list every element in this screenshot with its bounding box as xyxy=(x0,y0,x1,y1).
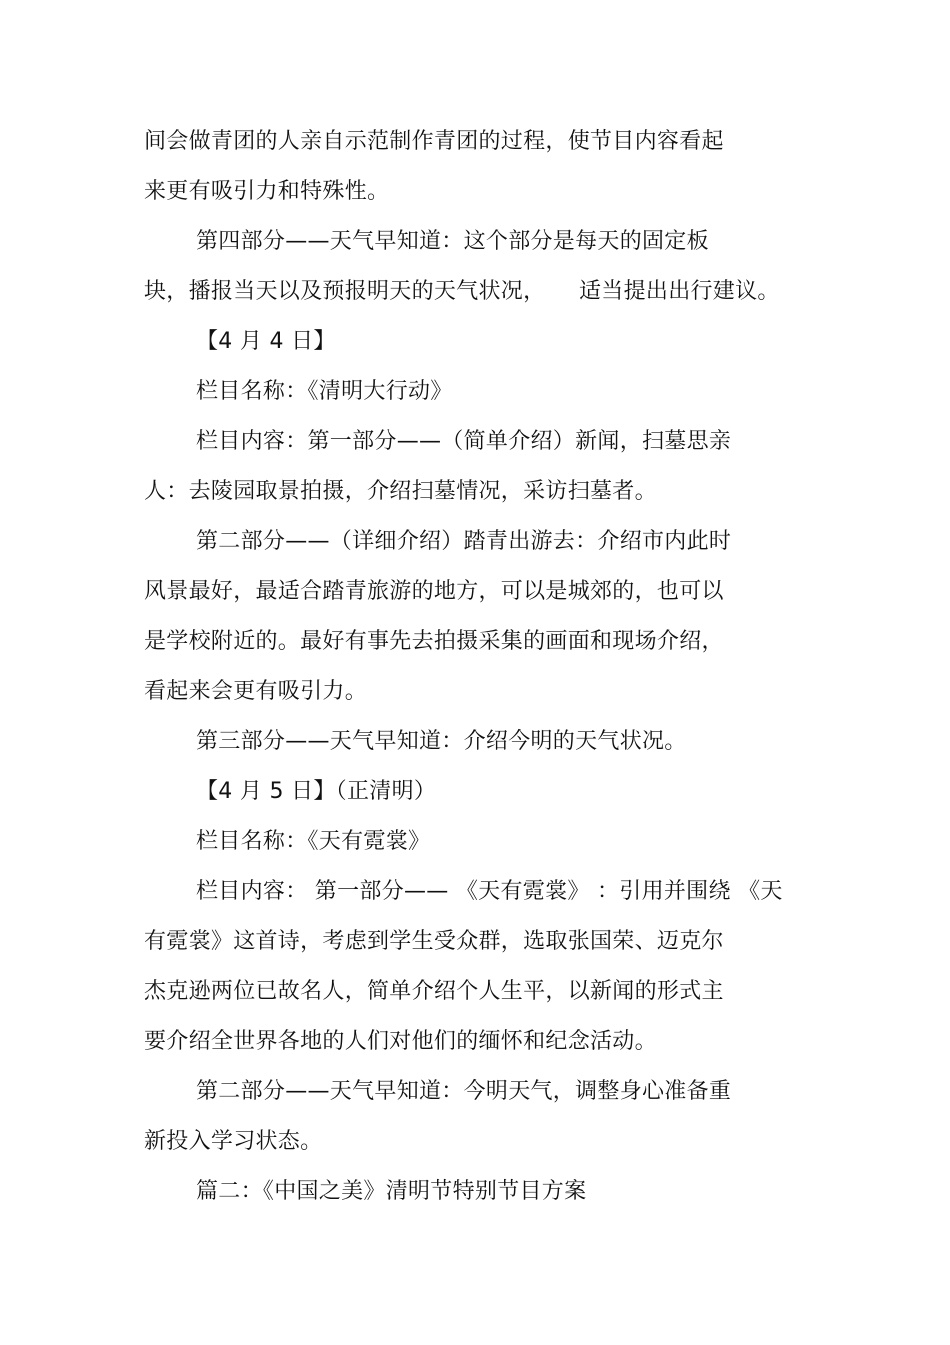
text-line: 来更有吸引力和特殊性。 xyxy=(144,179,390,204)
text-line: 新投入学习状态。 xyxy=(144,1129,323,1154)
text-line: 人：去陵园取景拍摄，介绍扫墓情况，采访扫墓者。 xyxy=(144,479,657,504)
text-line: 栏目内容： 第一部分—— 《天有霓裳》 ：引用并围绕 《天 xyxy=(196,879,783,904)
text-line: 有霓裳》这首诗，考虑到学生受众群，选取张国荣、迈克尔 xyxy=(144,929,724,954)
text-line: 风景最好，最适合踏青旅游的地方，可以是城郊的，也可以 xyxy=(144,579,724,604)
text-line: 第三部分——天气早知道：介绍今明的天气状况。 xyxy=(196,729,687,754)
date-heading: 【4 月 4 日】 xyxy=(196,329,336,354)
text-line: 要介绍全世界各地的人们对他们的缅怀和纪念活动。 xyxy=(144,1029,657,1054)
column-name: 栏目名称：《天有霓裳》 xyxy=(196,829,431,854)
text-line: 看起来会更有吸引力。 xyxy=(144,679,368,704)
text-line: 是学校附近的。最好有事先去拍摄采集的画面和现场介绍， xyxy=(144,629,724,654)
section-title: 篇二：《中国之美》清明节特别节目方案 xyxy=(196,1179,587,1204)
date-heading: 【4 月 5 日】（正清明） xyxy=(196,779,437,804)
column-name: 栏目名称：《清明大行动》 xyxy=(196,379,453,404)
text-line: 间会做青团的人亲自示范制作青团的过程，使节目内容看起 xyxy=(144,129,724,154)
text-line: 第二部分——天气早知道：今明天气，调整身心准备重 xyxy=(196,1079,732,1104)
text-line: 第四部分——天气早知道：这个部分是每天的固定板 xyxy=(196,229,709,254)
text-line: 第二部分——（详细介绍）踏青出游去：介绍市内此时 xyxy=(196,529,732,554)
text-line: 块，播报当天以及预报明天的天气状况， 适当提出出行建议。 xyxy=(144,279,780,304)
text-line: 栏目内容：第一部分——（简单介绍）新闻，扫墓思亲 xyxy=(196,429,732,454)
text-line: 杰克逊两位已故名人，简单介绍个人生平，以新闻的形式主 xyxy=(144,979,724,1004)
